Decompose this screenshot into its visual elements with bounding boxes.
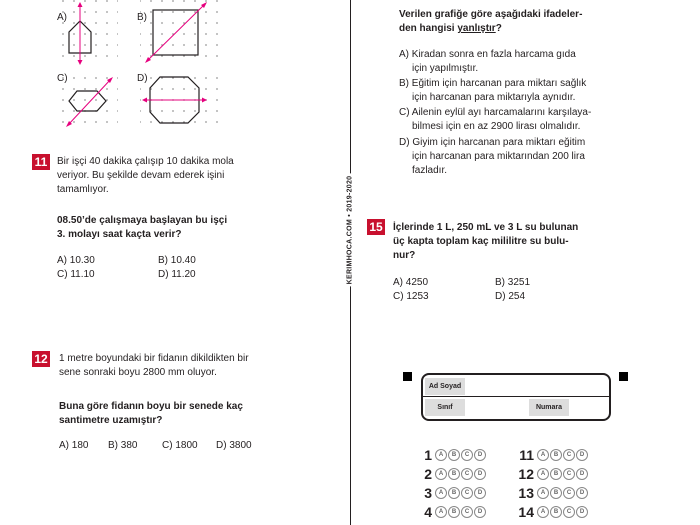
answer-row-13 bbox=[512, 484, 589, 501]
q11-ask-line: 3. molayı saat kaçta verir? bbox=[57, 229, 182, 240]
class-label: Sınıf bbox=[425, 399, 465, 416]
q15-stem-line: üç kapta toplam kaç mililitre su bulu- bbox=[393, 236, 569, 247]
question-12-stem bbox=[59, 352, 249, 380]
answer-row-number: 12 bbox=[518, 466, 534, 483]
q12-option-d[interactable]: D) 3800 bbox=[216, 440, 252, 451]
q14-opt-line: bilmesi için en az 2900 lirası olmalıdır. bbox=[412, 121, 581, 132]
bubble-a[interactable]: A bbox=[537, 468, 549, 480]
bubble-c[interactable]: C bbox=[461, 506, 473, 518]
question-14-ask bbox=[399, 8, 582, 36]
q14-ask-pre: den hangisi bbox=[399, 23, 458, 34]
student-info-box bbox=[421, 373, 611, 421]
q14-opt-line: fazladır. bbox=[412, 165, 448, 176]
answer-row-2 bbox=[410, 465, 487, 482]
name-field[interactable] bbox=[467, 376, 607, 395]
question-11-stem bbox=[57, 155, 234, 197]
q14-option-c[interactable] bbox=[399, 106, 591, 134]
bubble-d[interactable]: D bbox=[474, 468, 486, 480]
bubble-d[interactable]: D bbox=[474, 449, 486, 461]
form-marker-right bbox=[619, 372, 628, 381]
q14-opt-line: C) Ailenin eylül ayı harcamalarını karşılaya- bbox=[399, 107, 592, 118]
q15-option-c[interactable]: C) 1253 bbox=[393, 291, 429, 302]
question-15-stem bbox=[393, 221, 578, 263]
question-11-number: 11 bbox=[32, 154, 50, 170]
q11-option-c[interactable]: C) 11.10 bbox=[57, 269, 95, 280]
number-field[interactable] bbox=[571, 397, 607, 417]
answer-row-3 bbox=[410, 484, 487, 501]
question-15-number: 15 bbox=[367, 219, 385, 235]
answer-row-number: 4 bbox=[424, 504, 432, 521]
q11-option-d[interactable]: D) 11.20 bbox=[158, 269, 196, 280]
q11-ask-line: 08.50’de çalışmaya başlayan bu işçi bbox=[57, 215, 228, 226]
bubble-a[interactable]: A bbox=[435, 449, 447, 461]
q14-option-a[interactable] bbox=[399, 48, 576, 76]
bubble-b[interactable]: B bbox=[550, 506, 562, 518]
figure-a-label: A) bbox=[57, 12, 67, 23]
q11-stem-line: tamamlıyor. bbox=[57, 184, 109, 195]
q14-ask-post: ? bbox=[495, 23, 502, 34]
question-12-ask bbox=[59, 400, 243, 428]
bubble-b[interactable]: B bbox=[448, 449, 460, 461]
figure-d-label: D) bbox=[137, 73, 148, 84]
bubble-b[interactable]: B bbox=[550, 449, 562, 461]
class-field[interactable] bbox=[467, 397, 527, 417]
q14-opt-line: için yapılmıştır. bbox=[412, 63, 479, 74]
bubble-c[interactable]: C bbox=[461, 487, 473, 499]
q12-ask-line: santimetre uzamıştır? bbox=[59, 415, 163, 426]
spine-label: KERIMHOCA.COM • 2019-2020 bbox=[346, 175, 354, 285]
q12-stem-line: sene sonraki boyu 2800 mm oluyor. bbox=[59, 367, 217, 378]
bubble-d[interactable]: D bbox=[576, 449, 588, 461]
bubble-a[interactable]: A bbox=[537, 449, 549, 461]
spine-text bbox=[343, 170, 357, 290]
q14-ask-underlined: yanlıştır bbox=[457, 23, 496, 34]
q14-option-b[interactable] bbox=[399, 77, 586, 105]
answer-row-number: 3 bbox=[424, 485, 432, 502]
q14-opt-line: için harcanan para miktarıyla aynıdır. bbox=[412, 92, 576, 103]
q14-option-d[interactable] bbox=[399, 136, 585, 178]
answer-row-14 bbox=[512, 503, 589, 520]
bubble-c[interactable]: C bbox=[461, 468, 473, 480]
q15-option-a[interactable]: A) 4250 bbox=[393, 277, 429, 288]
bubble-b[interactable]: B bbox=[550, 487, 562, 499]
q15-stem-line: nur? bbox=[393, 250, 416, 261]
answer-row-number: 13 bbox=[518, 485, 534, 502]
q11-stem-line: Bir işçi 40 dakika çalışıp 10 dakika mola bbox=[57, 156, 234, 167]
bubble-d[interactable]: D bbox=[474, 506, 486, 518]
q14-opt-line: D) Giyim için harcanan para miktarı eğitim bbox=[399, 137, 586, 148]
bubble-b[interactable]: B bbox=[448, 506, 460, 518]
q11-option-a[interactable]: A) 10.30 bbox=[57, 255, 95, 266]
q12-option-c[interactable]: C) 1800 bbox=[162, 440, 198, 451]
answer-row-4 bbox=[410, 503, 487, 520]
q14-opt-line: B) Eğitim için harcanan para miktarı sağlık bbox=[399, 78, 587, 89]
bubble-d[interactable]: D bbox=[576, 468, 588, 480]
answer-row-number: 11 bbox=[519, 447, 534, 464]
figure-c-label: C) bbox=[57, 73, 68, 84]
bubble-a[interactable]: A bbox=[537, 487, 549, 499]
bubble-a[interactable]: A bbox=[537, 506, 549, 518]
bubble-d[interactable]: D bbox=[576, 487, 588, 499]
form-marker-left bbox=[403, 372, 412, 381]
q12-option-a[interactable]: A) 180 bbox=[59, 440, 89, 451]
q14-ask-line: Verilen grafiğe göre aşağıdaki ifadeler- bbox=[399, 9, 583, 20]
question-11-ask bbox=[57, 214, 227, 242]
question-12-number: 12 bbox=[32, 351, 50, 367]
bubble-c[interactable]: C bbox=[461, 449, 473, 461]
bubble-b[interactable]: B bbox=[550, 468, 562, 480]
q11-stem-line: veriyor. Bu şekilde devam ederek işini bbox=[57, 170, 225, 181]
bubble-c[interactable]: C bbox=[563, 487, 575, 499]
q12-ask-line: Buna göre fidanın boyu bir senede kaç bbox=[59, 401, 243, 412]
number-label: Numara bbox=[529, 399, 569, 416]
answer-row-number: 2 bbox=[424, 466, 432, 483]
q14-opt-line: için harcanan para miktarından 200 lira bbox=[412, 151, 585, 162]
q14-opt-line: A) Kiradan sonra en fazla harcama gıda bbox=[399, 49, 576, 60]
figure-b-label: B) bbox=[137, 12, 147, 23]
bubble-a[interactable]: A bbox=[435, 506, 447, 518]
q15-option-b[interactable]: B) 3251 bbox=[495, 277, 531, 288]
q15-option-d[interactable]: D) 254 bbox=[495, 291, 526, 302]
bubble-a[interactable]: A bbox=[435, 468, 447, 480]
q11-option-b[interactable]: B) 10.40 bbox=[158, 255, 196, 266]
q12-option-b[interactable]: B) 380 bbox=[108, 440, 138, 451]
bubble-d[interactable]: D bbox=[576, 506, 588, 518]
bubble-a[interactable]: A bbox=[435, 487, 447, 499]
answer-row-11 bbox=[512, 446, 589, 463]
bubble-c[interactable]: C bbox=[563, 468, 575, 480]
answer-row-number: 1 bbox=[424, 447, 432, 464]
bubble-c[interactable]: C bbox=[563, 449, 575, 461]
answer-row-number: 14 bbox=[518, 504, 534, 521]
q12-stem-line: 1 metre boyundaki bir fidanın dikildikten bir bbox=[59, 353, 249, 364]
answer-row-12 bbox=[512, 465, 589, 482]
answer-row-1 bbox=[410, 446, 487, 463]
name-label: Ad Soyad bbox=[425, 378, 465, 395]
q14-ask-line bbox=[399, 22, 582, 36]
bubble-b[interactable]: B bbox=[448, 468, 460, 480]
q15-stem-line: İçlerinde 1 L, 250 mL ve 3 L su bulunan bbox=[393, 222, 579, 233]
bubble-c[interactable]: C bbox=[563, 506, 575, 518]
bubble-d[interactable]: D bbox=[474, 487, 486, 499]
bubble-b[interactable]: B bbox=[448, 487, 460, 499]
